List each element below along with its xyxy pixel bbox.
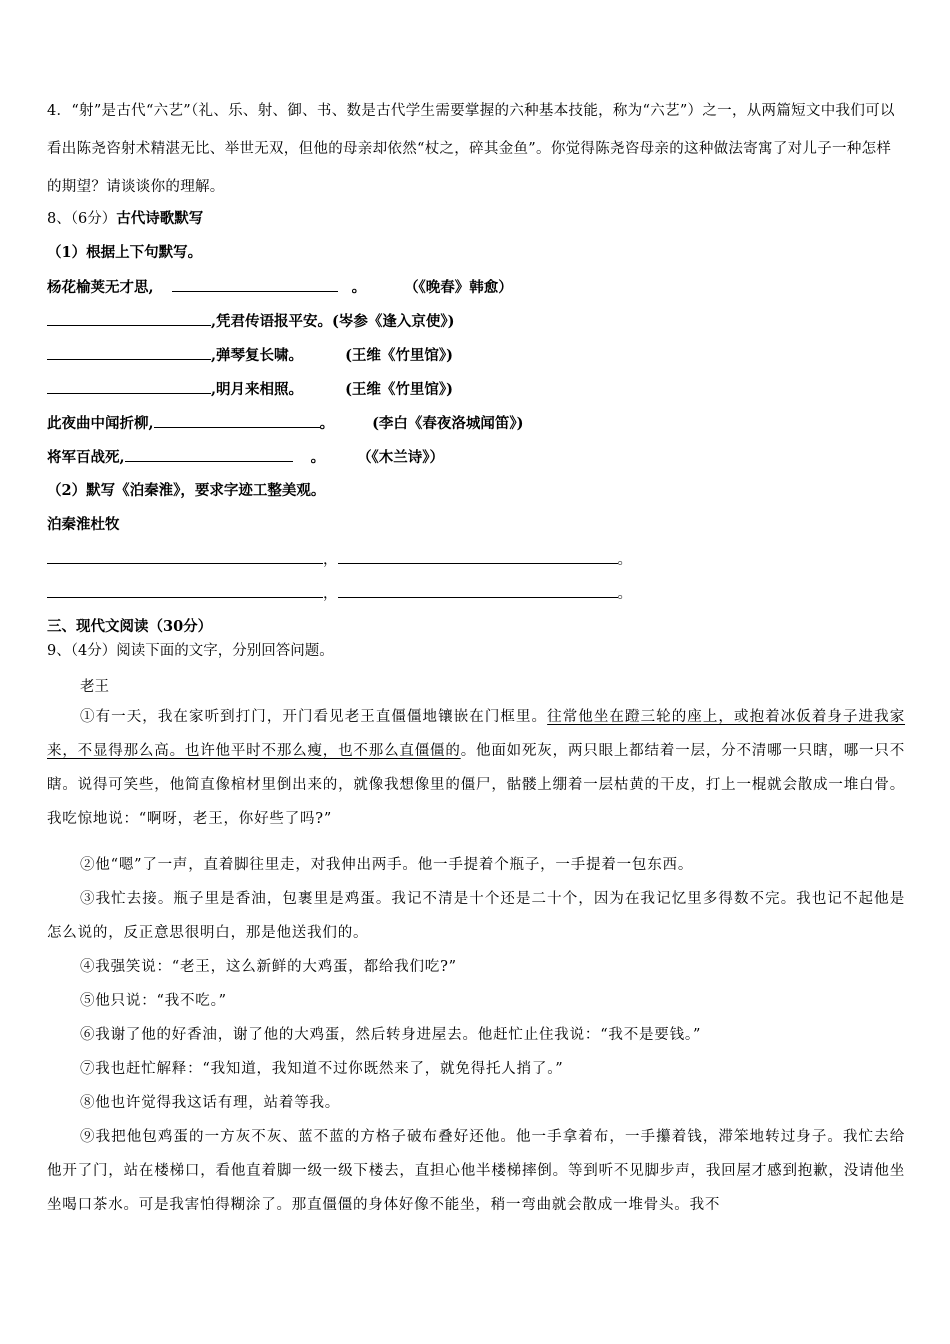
- article-paragraph-2: ②他“嗯”了一声，直着脚往里走，对我伸出两手。他一手提着个瓶子，一手提着一包东西。: [80, 857, 694, 873]
- poem-line-6: 将军百战死, 。 （《木兰诗》）: [47, 449, 445, 466]
- question-9-prompt: 9、（4分）阅读下面的文字，分别回答问题。: [47, 643, 334, 659]
- article-paragraph-3: ③我忙去接。瓶子里是香油，包裹里是鸡蛋。我记不清是十个还是二十个，因为在我记忆里多得数不完。我也记不起他是怎么说的，反正意思很明白，那是他送我们的。: [47, 891, 905, 941]
- poem-line-3: ,弹琴复长啸。 (王维《竹里馆》): [47, 345, 453, 366]
- answer-blank-9[interactable]: [47, 583, 323, 598]
- poem-line-5: 此夜曲中闻折柳, 。 (李白《春夜洛城闻笛》): [47, 415, 524, 432]
- question-8-header: [47, 209, 203, 229]
- article-paragraph-8: ⑧他也许觉得我这话有理，站着等我。: [80, 1095, 341, 1111]
- underlined-sentence: 往常他坐在蹬三轮的座上，或抱着冰仮着身子进我家来，不显得那么高。也许他平时不那么瘦，也不那么直僵僵的: [47, 709, 906, 759]
- question-8-sub2: （2）默写《泊秦淮》，要求字迹工整美观。: [47, 482, 326, 499]
- poem-line-2: ,凭君传语报平安。(岑参《逢入京使》): [47, 311, 455, 332]
- poem-line-4: ,明月来相照。 (王维《竹里馆》): [47, 379, 453, 400]
- article-paragraph-6: ⑥我谢了他的好香油，谢了他的大鸡蛋，然后转身进屋去。他赶忙止住我说：“我不是要钱。”: [80, 1027, 702, 1043]
- poem-title: 泊秦淮杜牧: [47, 516, 120, 533]
- answer-blank-5[interactable]: [154, 413, 320, 428]
- answer-blank-8[interactable]: [338, 549, 618, 564]
- question-8-number: 8、: [47, 211, 71, 227]
- answer-blank-2[interactable]: [47, 311, 211, 326]
- question-4: 4．“射”是古代“六艺”（礼、乐、射、御、书、数是古代学生需要掌握的六种基本技能，称为“六艺”）之一，从两篇短文中我们可以看出陈尧咨射术精湛无比、举世无双，但他的母亲却依然“杖之，碎其金鱼”。你觉得陈尧咨母亲的这种做法寄寓了对儿子一种怎样的期望？请谈谈你的理解。: [47, 103, 895, 195]
- question-8-score: （6分）: [70, 211, 117, 227]
- section-3-heading: 三、现代文阅读（30分）: [47, 618, 213, 635]
- question-8-sub1: （1）根据上下句默写。: [47, 244, 203, 261]
- article-paragraph-5: ⑤他只说：“我不吃。”: [80, 993, 227, 1009]
- poem-answer-row-2: ， 。: [47, 583, 632, 604]
- answer-blank-7[interactable]: [47, 549, 323, 564]
- answer-blank-6[interactable]: [125, 447, 293, 462]
- poem-line-1: 杨花榆荚无才思, 。 （《晚春》韩愈）: [47, 279, 513, 296]
- article-title: 老王: [80, 679, 109, 695]
- question-8-title: 古代诗歌默写: [116, 210, 204, 227]
- answer-blank-10[interactable]: [338, 583, 618, 598]
- answer-blank-4[interactable]: [47, 379, 211, 394]
- answer-blank-1[interactable]: [172, 277, 338, 292]
- article-paragraph-7: ⑦我也赶忙解释：“我知道，我知道不过你既然来了，就免得托人捎了。”: [80, 1061, 564, 1077]
- article-paragraph-1: ①有一天，我在家听到打门，开门看见老王直僵僵地镶嵌在门框里。往常他坐在蹬三轮的座上，或抱着冰仮着身子进我家来，不显得那么高。也许他平时不那么瘦，也不那么直僵僵的。他面如死灰，两只眼上都结着一层，分不清哪一只瞎，哪一只不瞎。说得可笑些，他简直像棺材里倒出来的，就像我想像里的僵尸，骷髅上绷着一层枯黄的干皮，打上一棍就会散成一堆白骨。我吃惊地说：“啊呀，老王，你好些了吗?”: [47, 709, 906, 827]
- article-paragraph-9: ⑨我把他包鸡蛋的一方灰不灰、蓝不蓝的方格子破布叠好还他。他一手拿着布，一手攥着钱，滞笨地转过身子。我忙去给他开了门，站在楼梯口，看他直着脚一级一级下楼去，直担心他半楼梯摔倒。等到听不见脚步声，我回屋才感到抱歉，没请他坐坐喝口茶水。可是我害怕得糊涂了。那直僵僵的身体好像不能坐，稍一弯曲就会散成一堆骨头。我不: [47, 1129, 905, 1213]
- poem-answer-row-1: ， 。: [47, 549, 632, 570]
- article-paragraph-4: ④我强笑说：“老王，这么新鲜的大鸡蛋，都给我们吃?”: [80, 959, 457, 975]
- answer-blank-3[interactable]: [47, 345, 211, 360]
